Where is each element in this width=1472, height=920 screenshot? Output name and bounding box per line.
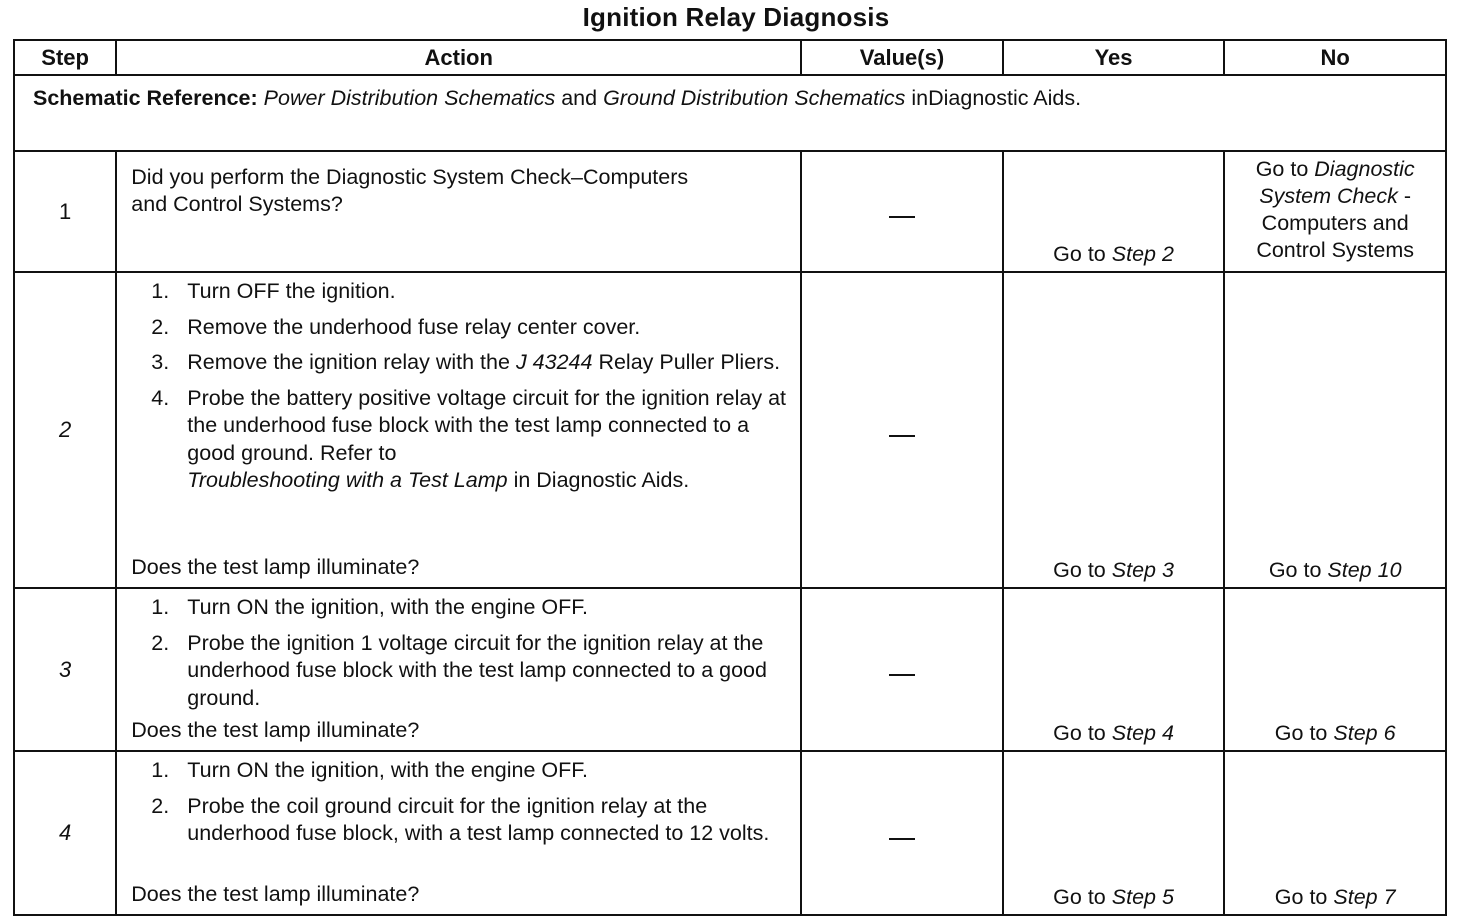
step-number: 1 (14, 151, 116, 272)
yes-cell (1003, 272, 1225, 588)
yes-target: Step 5 (1111, 885, 1174, 909)
page-title: Ignition Relay Diagnosis (582, 2, 890, 32)
schematic-tail: Diagnostic Aids. (928, 86, 1082, 110)
yes-prefix: Go to (1053, 558, 1106, 582)
yes-target: Step 4 (1111, 721, 1174, 745)
no-cell (1224, 272, 1446, 588)
no-target-a: Diagnostic (1314, 157, 1415, 181)
value-cell (801, 151, 1003, 272)
header-values: Value(s) (801, 40, 1003, 75)
no-tail-b: Control Systems (1256, 238, 1415, 262)
yes-cell (1003, 151, 1225, 272)
action-step: 4. Probe the battery positive voltage circuit for the ignition relay at the underhood fuse block with the test lamp connected to a good ground. Refer to Troubleshooting with a Test Lamp in Diagnostic Aids. (151, 385, 787, 492)
question-line-b: and Control Systems? (131, 192, 343, 216)
value-dash (889, 435, 915, 437)
value-cell (801, 588, 1003, 751)
yes-prefix: Go to (1053, 721, 1106, 745)
value-dash (889, 838, 915, 840)
table-row (14, 751, 1446, 915)
table-row (14, 272, 1446, 588)
no-prefix: Go to (1268, 558, 1322, 582)
table-row (14, 151, 1446, 272)
question-line-a: Did you perform the Diagnostic System Check–Computers (131, 165, 689, 189)
header-row (14, 40, 1446, 75)
header-no: No (1224, 40, 1446, 75)
action-step: 2. Remove the underhood fuse relay center cover. (151, 314, 641, 339)
yes-cell (1003, 588, 1225, 751)
action-steps (131, 594, 788, 712)
value-dash (889, 216, 915, 218)
value-cell (801, 272, 1003, 588)
yes-prefix: Go to (1053, 885, 1106, 909)
no-target: Step 7 (1333, 885, 1396, 909)
action-question: Does the test lamp illuminate? (131, 718, 420, 742)
yes-target: Step 2 (1111, 242, 1174, 266)
no-prefix: Go to (1274, 885, 1328, 909)
schematic-reference (14, 75, 1446, 151)
no-cell (1224, 588, 1446, 751)
value-cell (801, 751, 1003, 915)
no-suffix: - (1403, 184, 1412, 208)
action-step: 2. Probe the coil ground circuit for the ignition relay at the underhood fuse block, with a test lamp connected to 12 volts. (151, 793, 770, 845)
no-cell (1224, 151, 1446, 272)
yes-cell (1003, 751, 1225, 915)
action-step: 3. Remove the ignition relay with the J 43244 Relay Puller Pliers. (151, 350, 781, 374)
no-tail-a: Computers and (1261, 211, 1409, 235)
no-target: Step 10 (1327, 558, 1402, 582)
step-number: 2 (14, 272, 116, 588)
yes-prefix: Go to (1053, 242, 1106, 266)
action-cell (116, 751, 801, 915)
action-steps (131, 757, 788, 848)
action-question: Does the test lamp illuminate? (131, 882, 420, 906)
action-cell (116, 588, 801, 751)
no-target: Step 6 (1333, 721, 1396, 745)
no-prefix: Go to (1255, 157, 1309, 181)
action-step: 1. Turn OFF the ignition. (151, 279, 396, 303)
table-row (14, 588, 1446, 751)
header-action: Action (116, 40, 801, 75)
no-prefix: Go to (1274, 721, 1328, 745)
no-target-b: System Check (1259, 184, 1398, 208)
schematic-row (14, 75, 1446, 151)
schematic-ref-power: Power Distribution Schematics (263, 86, 556, 110)
action-steps (131, 278, 788, 503)
schematic-ref-ground: Ground Distribution Schematics (603, 86, 906, 110)
step-number: 3 (14, 588, 116, 751)
schematic-in: in (911, 86, 929, 110)
schematic-label: Schematic Reference: (33, 86, 258, 110)
step-number: 4 (14, 751, 116, 915)
action-step: 2. Probe the ignition 1 voltage circuit for the ignition relay at the underhood fuse block with the test lamp connected to a good ground. (151, 630, 767, 710)
action-step: 1. Turn ON the ignition, with the engine OFF. (151, 595, 589, 619)
action-cell (116, 151, 801, 272)
header-step: Step (14, 40, 116, 75)
schematic-and: and (561, 86, 598, 110)
action-question: Does the test lamp illuminate? (131, 555, 420, 579)
header-yes: Yes (1003, 40, 1225, 75)
yes-target: Step 3 (1111, 558, 1174, 582)
diagnosis-table (13, 39, 1447, 916)
value-dash (889, 674, 915, 676)
action-cell (116, 272, 801, 588)
action-step: 1. Turn ON the ignition, with the engine OFF. (151, 758, 589, 782)
no-cell (1224, 751, 1446, 915)
